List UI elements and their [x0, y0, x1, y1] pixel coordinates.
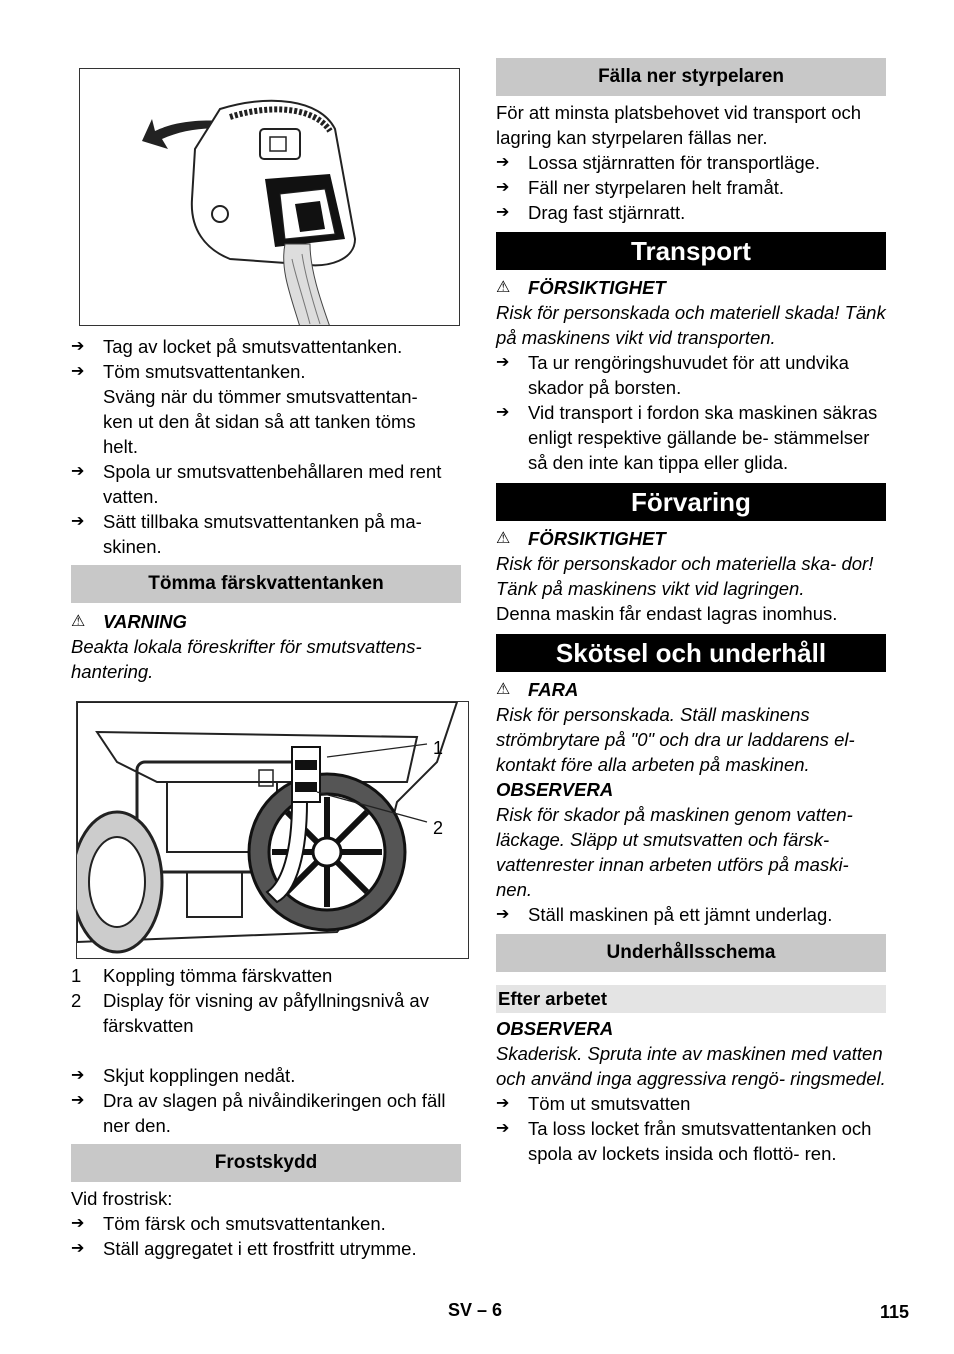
- arrow-icon: ➔: [496, 1095, 510, 1112]
- caution-text: Risk för personskador och materiella ska- dor! Tänk på maskinens vikt vid lagringen.: [496, 553, 874, 599]
- note-label: OBSERVERA: [496, 779, 614, 800]
- arrow-icon: ➔: [496, 204, 510, 221]
- section-heading-transport: Transport: [496, 232, 886, 270]
- arrow-icon: ➔: [71, 1215, 85, 1232]
- step-item: ➔ Ta loss locket från smutsvattentanken och spola av lockets insida och flottö- ren.: [496, 1118, 872, 1164]
- note-label: OBSERVERA: [496, 1018, 614, 1039]
- section-heading-maintenance: Skötsel och underhåll: [496, 634, 886, 672]
- step-item: ➔ Vid transport i fordon ska maskinen säkras enligt respektive gällande be- stämmelser så den inte kan tippa eller glida.: [496, 402, 878, 473]
- step-item: ➔ Skjut kopplingen nedåt.: [71, 1065, 296, 1086]
- arrow-icon: ➔: [496, 404, 510, 421]
- arrow-icon: ➔: [496, 1120, 510, 1137]
- subheading-after-work: Efter arbetet: [496, 985, 886, 1013]
- step-item: ➔ Fäll ner styrpelaren helt framåt.: [496, 177, 785, 198]
- danger-label: ⚠ FARA: [496, 679, 579, 700]
- arrow-icon: ➔: [71, 1092, 85, 1109]
- section-heading-empty-fresh-tank: Tömma färskvattentanken: [71, 565, 461, 603]
- step-item: ➔ Spola ur smutsvattenbehållaren med rent vatten.: [71, 461, 442, 507]
- step-item: ➔ Töm ut smutsvatten: [496, 1093, 691, 1114]
- figure-empty-dirty-tank: [79, 68, 460, 326]
- legend-item: 1 Koppling tömma färskvatten: [71, 965, 333, 986]
- warning-triangle-icon: ⚠: [71, 613, 86, 630]
- footer-language-page: SV – 6: [448, 1300, 503, 1320]
- step-item: ➔ Lossa stjärnratten för transportläge.: [496, 152, 821, 173]
- step-item: ➔ Dra av slagen på nivåindikeringen och fäll ner den.: [71, 1090, 446, 1136]
- right-column: [496, 58, 886, 1166]
- machine-wheel-illustration: [77, 702, 469, 959]
- fold-intro: För att minsta platsbehovet vid transport och lagring kan styrpelaren fällas ner.: [496, 102, 862, 148]
- callout-1: 1: [433, 738, 444, 758]
- danger-text: Risk för personskada. Ställ maskinens strömbrytare på "0" och dra ur laddarens el- kontakt före alla arbeten på maskinen.: [496, 704, 855, 775]
- figure-fresh-tank-coupling: [76, 701, 469, 959]
- section-heading-frost: Frostskydd: [71, 1144, 461, 1182]
- step-item: ➔ Ställ maskinen på ett jämnt underlag.: [496, 904, 833, 925]
- step-item: ➔ Drag fast stjärnratt.: [496, 202, 686, 223]
- step-item: ➔ Sätt tillbaka smutsvattentanken på ma- skinen.: [71, 511, 422, 557]
- arrow-icon: ➔: [71, 1067, 85, 1084]
- step-continuation: Sväng när du tömmer smutsvattentan- ken ut den åt sidan så att tanken töms helt.: [103, 386, 418, 457]
- warning-triangle-icon: ⚠: [496, 681, 511, 698]
- section-heading-maintenance-schedule: Underhållsschema: [496, 934, 886, 972]
- caution-text: Risk för personskada och materiell skada! Tänk på maskinens vikt vid transporten.: [496, 302, 886, 348]
- arrow-icon: ➔: [71, 513, 85, 530]
- warning-label: ⚠ VARNING: [71, 611, 187, 632]
- caution-label: ⚠ FÖRSIKTIGHET: [496, 528, 666, 549]
- warning-text: Beakta lokala föreskrifter för smutsvattens- hantering.: [71, 636, 422, 682]
- caution-label: ⚠ FÖRSIKTIGHET: [496, 277, 666, 298]
- frost-intro: Vid frostrisk:: [71, 1188, 173, 1209]
- step-item: ➔ Ta ur rengöringshuvudet för att undvika skador på borsten.: [496, 352, 849, 398]
- arrow-icon: ➔: [71, 338, 85, 355]
- section-heading-fold-column: Fälla ner styrpelaren: [496, 58, 886, 96]
- arrow-icon: ➔: [496, 154, 510, 171]
- arrow-icon: ➔: [71, 463, 85, 480]
- note-text: Risk för skador på maskinen genom vatten- läckage. Släpp ut smutsvatten och färsk- vattenrester innan arbeten utförs på maski- nen.: [496, 804, 853, 900]
- arrow-icon: ➔: [496, 354, 510, 371]
- arrow-icon: ➔: [71, 1240, 85, 1257]
- tank-illustration: [80, 69, 460, 326]
- warning-triangle-icon: ⚠: [496, 279, 511, 296]
- note-text: Skaderisk. Spruta inte av maskinen med vatten och använd inga aggressiva rengö- ringsmedel.: [496, 1043, 886, 1089]
- storage-text: Denna maskin får endast lagras inomhus.: [496, 603, 838, 624]
- legend-item: 2 Display för visning av påfyllningsnivå av färskvatten: [71, 990, 429, 1036]
- left-column: [71, 68, 461, 1261]
- footer-page-number: 115: [880, 1302, 910, 1322]
- warning-triangle-icon: ⚠: [496, 530, 511, 547]
- step-item: ➔ Tag av locket på smutsvattentanken.: [71, 336, 403, 357]
- step-item: ➔ Ställ aggregatet i ett frostfritt utrymme.: [71, 1238, 417, 1259]
- step-item: ➔ Töm färsk och smutsvattentanken.: [71, 1213, 386, 1234]
- arrow-icon: ➔: [496, 179, 510, 196]
- section-heading-storage: Förvaring: [496, 483, 886, 521]
- arrow-icon: ➔: [71, 363, 85, 380]
- arrow-icon: ➔: [496, 906, 510, 923]
- step-item: ➔ Töm smutsvattentanken.: [71, 361, 306, 382]
- callout-2: 2: [433, 818, 444, 838]
